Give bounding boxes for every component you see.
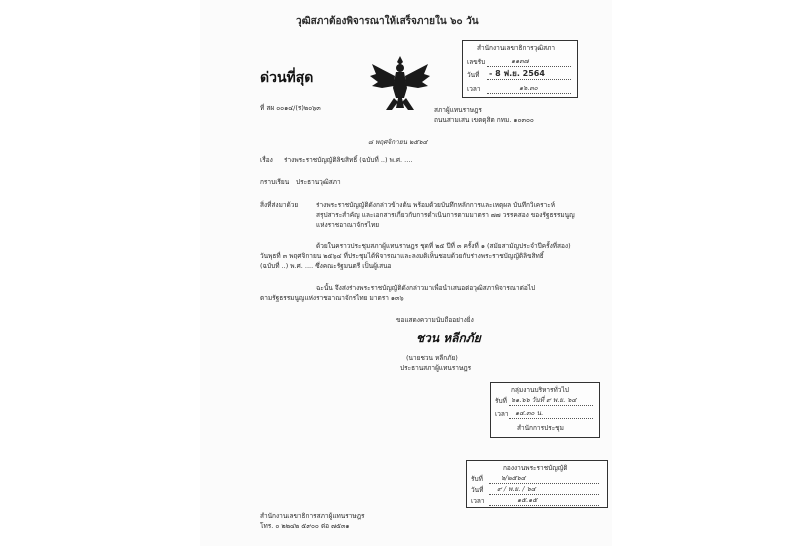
meeting-stamp-office: สำนักการประชุม	[517, 424, 564, 432]
enclosure-line-1: ร่างพระราชบัญญัติดังกล่าวข้างต้น พร้อมด้วยบันทึกหลักการและเหตุผล บันทึกวิเคราะห์	[316, 201, 556, 209]
sender-address: ถนนสามเสน เขตดุสิต กทม. ๑๐๓๐๐	[434, 116, 534, 124]
senate-receipt-stamp	[462, 40, 578, 98]
subject-label: เรื่อง	[260, 156, 273, 164]
footer-office: สำนักงานเลขาธิการสภาผู้แทนราษฎร	[260, 512, 365, 520]
para1-line-2: วันพุธที่ ๓ พฤศจิกายน ๒๕๖๔ ที่ประชุมได้พิจารณาและลงมติเห็นชอบด้วยกับร่างพระราชบัญญัติลิขสิทธิ์	[260, 252, 544, 260]
para1-line-1: ด้วยในคราวประชุมสภาผู้แทนราษฎร ชุดที่ ๒๕ ปีที่ ๓ ครั้งที่ ๑ (สมัยสามัญประจำปีครั้งที่สอง)	[316, 242, 571, 250]
para2-line-2: ตามรัฐธรรมนูญแห่งราชอาณาจักรไทย มาตรา ๑๓๖	[260, 294, 404, 302]
meeting-stamp-title: กลุ่มงานบริหารทั่วไป	[511, 386, 569, 394]
stamp-date-label: วันที่	[467, 71, 480, 79]
closing-text: ขอแสดงความนับถืออย่างยิ่ง	[396, 316, 474, 324]
bill-stamp-recv-label: รับที่	[471, 475, 483, 483]
stamp-date-value: - 8 ฟ.ย. 2564	[489, 69, 545, 78]
bill-stamp-date-label: วันที่	[471, 486, 484, 494]
bill-division-stamp	[466, 460, 608, 508]
stamp-recv-label: เลขรับ	[467, 58, 486, 66]
stamp-time-label: เวลา	[467, 85, 481, 93]
urgency-label: ด่วนที่สุด	[260, 70, 314, 86]
bill-stamp-time-label: เวลา	[471, 497, 485, 505]
enclosure-line-3: แห่งราชอาณาจักรไทย	[316, 221, 380, 229]
signer-position: ประธานสภาผู้แทนราษฎร	[400, 364, 472, 372]
letter-date: ๘ พฤศจิกายน ๒๕๖๔	[368, 138, 428, 146]
meeting-stamp-recv-label: รับที่	[495, 397, 507, 405]
garuda-emblem-icon	[368, 54, 432, 114]
signature-scrawl: ชวน หลีกภัย	[416, 331, 481, 345]
sender-org: สภาผู้แทนราษฎร	[434, 106, 482, 114]
meeting-stamp-time-label: เวลา	[495, 410, 509, 418]
meeting-stamp-time-value: ๑๔.๓๐ น.	[515, 409, 544, 417]
signer-name: (นายชวน หลีกภัย)	[406, 354, 458, 362]
meeting-office-stamp	[490, 382, 600, 438]
stamp-office: สำนักงานเลขาธิการวุฒิสภา	[477, 44, 556, 52]
bill-stamp-time-value: ๑๕.๑๕	[517, 496, 538, 504]
para1-line-3: (ฉบับที่ ..) พ.ศ. .... ซึ่งคณะรัฐมนตรี เป็นผู้เสนอ	[260, 262, 392, 270]
footer-phone: โทร. ๐ ๒๒๔๒ ๕๙๐๐ ต่อ ๗๕๓๑	[260, 522, 350, 530]
enclosure-label: สิ่งที่ส่งมาด้วย	[260, 201, 299, 209]
para2-line-1: ฉะนั้น จึงส่งร่างพระราชบัญญัติดังกล่าวมาเพื่อนำเสนอต่อวุฒิสภาพิจารณาต่อไป	[316, 284, 536, 292]
bill-stamp-date-value: ๙ / พ.ย. / ๖๔	[497, 485, 536, 493]
stamp-time-value: ๑๖.๓๐	[519, 84, 538, 92]
to-label: กราบเรียน	[260, 178, 290, 186]
meeting-stamp-recv-value: ๖๑.๖๖ วันที่ ๙ พ.ย. ๖๔	[511, 396, 577, 404]
bill-stamp-recv-value: ๖/๒๕๖๔	[501, 474, 526, 482]
deadline-note: วุฒิสภาต้องพิจารณาให้เสร็จภายใน ๖๐ วัน	[296, 16, 479, 27]
document-page	[200, 0, 612, 546]
bill-stamp-title: กองงานพระราชบัญญัติ	[503, 464, 568, 472]
subject-text: ร่างพระราชบัญญัติลิขสิทธิ์ (ฉบับที่ ..) พ.ศ. ....	[284, 156, 413, 164]
doc-number: ที่ สผ ๐๐๑๔/(ร)๒๐๖๓	[260, 104, 321, 112]
enclosure-line-2: สรุปสาระสำคัญ และเอกสารเกี่ยวกับการดำเนินการตามมาตรา ๗๗ วรรคสอง ของรัฐธรรมนูญ	[316, 211, 575, 219]
stamp-recv-value: ๑๑๓๗	[511, 57, 529, 65]
to-text: ประธานวุฒิสภา	[296, 178, 341, 186]
